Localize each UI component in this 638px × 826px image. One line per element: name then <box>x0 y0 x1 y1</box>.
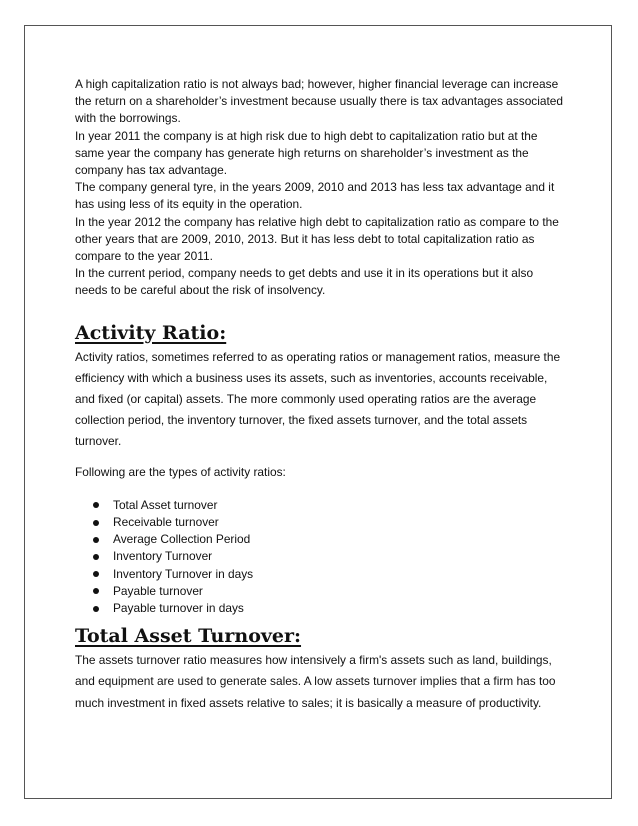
list-item: Total Asset turnover <box>91 497 565 514</box>
activity-ratio-list-intro: Following are the types of activity ratios: <box>75 464 286 479</box>
intro-paragraph-leverage: A high capitalization ratio is not always bad; however, higher financial leverage can increase the return on a shareholder’s investment because usually there is tax advantages associated with the borrowings. <box>75 77 564 126</box>
list-item: Receivable turnover <box>91 514 565 531</box>
bullet-icon <box>93 571 99 577</box>
intro-paragraph-2011: In year 2011 the company is at high risk due to high debt to capitalization ratio but at the same year the company has generate high returns on shareholder’s investment as the company has tax advantage. <box>75 128 538 178</box>
list-item: Payable turnover <box>91 583 565 600</box>
activity-ratio-list <box>91 497 565 617</box>
bullet-icon <box>93 554 99 560</box>
bullet-icon <box>93 606 99 612</box>
activity-ratio-paragraph: Activity ratios, sometimes referred to as operating ratios or management ratios, measure the efficiency with which a business uses its assets, such as inventories, accounts receivable, and fixed (or capital) assets. The more commonly used operating ratios are the average collection period, the inventory turnover, the fixed assets turnover, and the total assets turnover. <box>75 349 561 449</box>
list-item: Inventory Turnover <box>91 548 565 565</box>
list-item: Payable turnover in days <box>91 600 565 617</box>
total-asset-turnover-heading: Total Asset Turnover: <box>75 625 302 648</box>
intro-paragraph-tax-advantage: The company general tyre, in the years 2009, 2010 and 2013 has less tax advantage and it has using less of its equity in the operation. <box>75 180 555 212</box>
bullet-icon <box>93 502 99 508</box>
document-body <box>75 76 565 714</box>
bullet-icon <box>93 588 99 594</box>
intro-paragraph-2012: In the year 2012 the company has relative high debt to capitalization ratio as compare to the other years that are 2009, 2010, 2013. But it has less debt to total capitalization ratio as compare to the year 2011. <box>75 214 559 264</box>
bullet-icon <box>93 520 99 526</box>
activity-ratio-heading: Activity Ratio: <box>75 321 227 344</box>
total-asset-turnover-paragraph: The assets turnover ratio measures how intensively a firm's assets such as land, buildings, and equipment are used to generate sales. A low assets turnover implies that a firm has too much investment in fixed assets relative to sales; it is basically a measure of productivity. <box>75 653 556 710</box>
list-item: Inventory Turnover in days <box>91 566 565 583</box>
bullet-icon <box>93 537 99 543</box>
list-item: Average Collection Period <box>91 531 565 548</box>
intro-paragraph-current-period: In the current period, company needs to get debts and use it in its operations but it also needs to be careful about the risk of insolvency. <box>75 266 534 298</box>
